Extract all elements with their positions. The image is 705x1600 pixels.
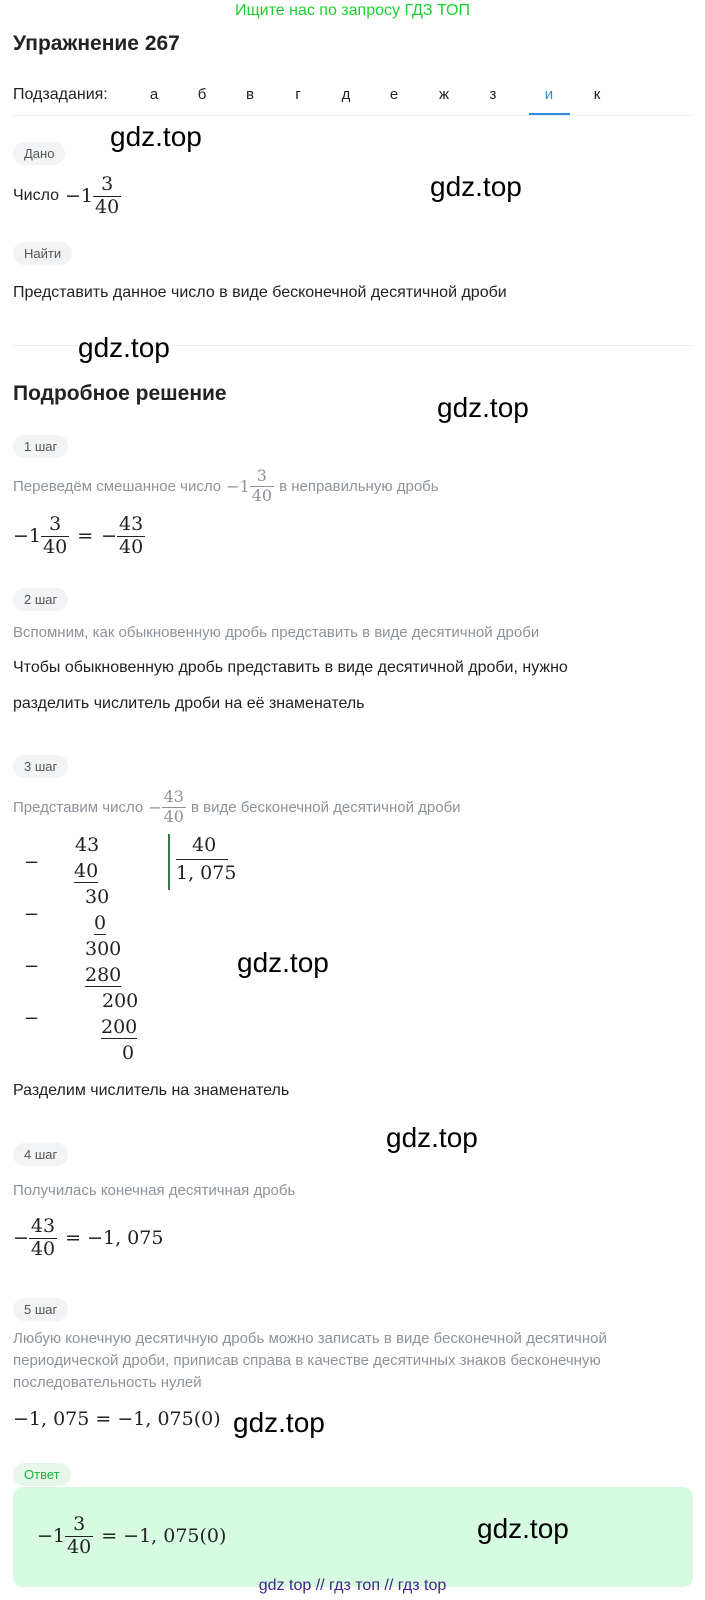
answer-num: 3 [65,1515,93,1537]
step4-sign: − [13,1227,29,1249]
answer-den: 40 [67,1535,92,1558]
step4-num: 43 [30,1214,56,1237]
step1-mixed-den: 40 [43,535,68,558]
division-subtrahend: 280 [85,964,122,986]
step1-mixed-num: 3 [41,515,69,537]
step1-result-fraction [117,512,145,558]
answer-fraction [65,1512,93,1558]
step3-pill: 3 шаг [13,755,68,778]
step1-res-sign: − [101,525,118,547]
watermark: gdz.top [430,171,522,202]
subtask-tab-k[interactable]: к [593,86,601,103]
step1-mixed-fraction [41,512,69,558]
step1-muted-sign: −1 [226,476,250,496]
subtask-tab-z[interactable]: з [489,86,497,103]
division-divisor: 40 [192,834,217,856]
division-remainder: 300 [85,938,122,960]
answer-sign: −1 [37,1525,66,1547]
division-dividend: 43 [75,834,100,856]
step2-pill: 2 шаг [13,588,68,611]
step3-fraction [162,786,186,826]
subtask-tab-a[interactable]: а [149,86,159,103]
step3-text-before: Представим число [13,798,144,816]
step1-equation [13,510,145,562]
step1-text-before: Переведём смешанное число [13,477,222,495]
given-num: 3 [93,175,121,197]
solution-title: Подробное решение [13,382,227,405]
step4-pill: 4 шаг [13,1143,68,1166]
division-quotient: 1, 075 [176,862,237,884]
step1-pill: 1 шаг [13,435,68,458]
division-minus: − [24,852,40,873]
subtask-tab-d[interactable]: д [341,86,351,103]
watermark: gdz.top [437,392,529,423]
top-banner[interactable]: Ищите нас по запросу ГДЗ ТОП [235,2,470,19]
step1-muted-num: 3 [250,468,274,487]
subtasks-label: Подзадания: [13,86,108,103]
step2-muted: Вспомним, как обыкновенную дробь представить в виде десятичной дроби [13,624,540,641]
step1-res-den: 40 [119,535,144,558]
step1-text-after: в неправильную дробь [279,477,439,495]
step5-muted-line3: последовательность нулей [13,1374,202,1391]
step1-mixed-sign: −1 [13,525,42,547]
step3-description [13,784,461,830]
division-minus: − [24,1008,40,1029]
division-bracket [168,834,170,890]
step4-fraction [29,1214,57,1260]
subtask-tab-b[interactable]: б [197,86,207,103]
given-fraction [93,172,121,218]
page-title: Упражнение 267 [13,32,180,55]
division-minus: − [24,904,40,925]
given-pill: Дано [13,142,65,165]
answer-equation [37,1510,226,1562]
footer-links[interactable]: gdz top // гдз топ // гдз top [258,1577,447,1594]
step3-text-after: в виде бесконечной десятичной дроби [190,798,461,816]
division-subtrahend: 0 [94,912,107,934]
step5-muted-line2: периодической дроби, приписав справа в качестве десятичных знаков бесконечную [13,1352,601,1369]
division-divisor-line [176,859,228,860]
step3-sign: − [148,797,162,817]
division-subtrahend: 40 [74,860,99,882]
step4-muted: Получилась конечная десятичная дробь [13,1182,296,1199]
subtask-tab-i[interactable]: и [544,86,554,103]
step3-conclusion: Разделим числитель на знаменатель [13,1082,290,1099]
step1-res-num: 43 [119,512,144,535]
division-final-remainder: 0 [122,1042,135,1064]
step1-muted-fraction [250,465,274,505]
step1-muted-den: 40 [251,485,273,505]
watermark: gdz.top [477,1513,569,1544]
subtask-tab-g[interactable]: г [295,86,301,103]
division-remainder: 200 [102,990,139,1012]
step4-den: 40 [30,1237,56,1260]
given-row [13,170,121,222]
step4-rhs: = −1, 075 [65,1227,164,1249]
watermark: gdz.top [386,1122,478,1153]
subtask-tab-v[interactable]: в [246,86,254,103]
subtask-tab-e[interactable]: е [389,86,399,103]
step3-den: 40 [163,806,184,826]
watermark: gdz.top [110,121,202,152]
find-pill: Найти [13,242,72,265]
subtask-tab-zh[interactable]: ж [438,86,450,103]
answer-rhs: = −1, 075(0) [101,1525,227,1547]
step4-equation [13,1212,163,1264]
step1-description [13,463,439,509]
step1-eq: = [77,525,94,547]
step5-equation: −1, 075 = −1, 075(0) [13,1408,221,1430]
watermark: gdz.top [233,1407,325,1438]
given-den: 40 [95,195,120,218]
division-minus: − [24,956,40,977]
step5-muted-line1: Любую конечную десятичную дробь можно записать в виде бесконечной десятичной [13,1330,607,1347]
answer-pill: Ответ [13,1463,71,1486]
watermark: gdz.top [78,332,170,363]
step2-line1: Чтобы обыкновенную дробь представить в виде десятичной дроби, нужно [13,659,568,676]
step5-pill: 5 шаг [13,1298,68,1321]
division-subtrahend: 200 [101,1016,138,1038]
watermark: gdz.top [237,947,329,978]
find-text: Представить данное число в виде бесконечной десятичной дроби [13,284,507,301]
given-label: Число [13,187,60,204]
division-remainder: 30 [85,886,110,908]
step3-num: 43 [163,786,184,806]
step2-line2: разделить числитель дроби на её знаменатель [13,695,365,712]
given-sign: −1 [65,185,94,207]
subtasks-divider [13,115,693,116]
